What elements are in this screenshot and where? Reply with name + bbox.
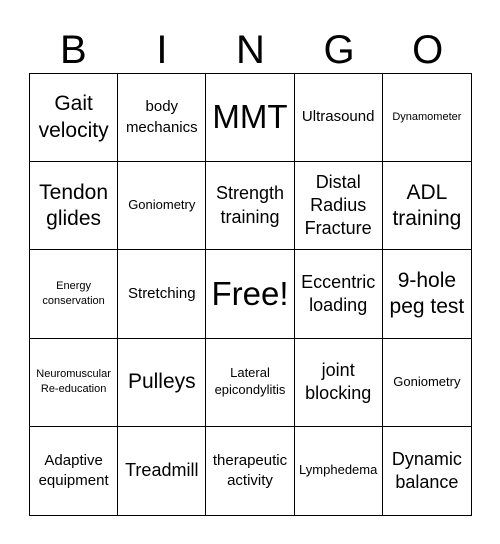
cell-text: MMT [212, 98, 288, 136]
cell-text: Tendon glides [39, 180, 109, 230]
bingo-cell-free[interactable] [206, 250, 294, 338]
header-letter-n: N [236, 28, 265, 72]
bingo-cell-r3c4[interactable] [295, 250, 383, 338]
cell-text: Gait velocity [38, 92, 109, 142]
bingo-cell-r1c1[interactable] [30, 74, 118, 162]
cell-text: Ultrasound [301, 108, 375, 126]
cell-text: Goniometry [128, 197, 196, 213]
bingo-header [29, 26, 472, 74]
bingo-cell-r4c3[interactable] [206, 339, 294, 427]
cell-text: ADL training [392, 180, 462, 230]
cell-text: 9-hole peg test [389, 268, 465, 318]
header-letter-g: G [323, 28, 355, 72]
cell-text: Dynamic balance [391, 448, 462, 492]
cell-text: Dynamometer [392, 111, 462, 124]
bingo-cell-r1c5[interactable] [383, 74, 471, 162]
header-letter-b: B [59, 28, 87, 72]
cell-text: Free! [211, 274, 289, 312]
bingo-cell-r5c4[interactable] [295, 427, 383, 515]
bingo-cell-r4c1[interactable] [30, 339, 118, 427]
cell-text: joint blocking [305, 359, 372, 404]
bingo-cell-r1c4[interactable] [295, 74, 383, 162]
bingo-cell-r5c3[interactable] [206, 427, 294, 515]
cell-text: Adaptive equipment [38, 451, 109, 489]
cell-text: Pulleys [127, 370, 196, 394]
cell-text: Lymphedema [299, 462, 378, 478]
header-letter-i: I [156, 28, 168, 72]
bingo-cell-r3c5[interactable] [383, 250, 471, 338]
cell-text: body mechanics [125, 98, 198, 136]
bingo-cell-r2c1[interactable] [30, 162, 118, 250]
cell-text: Distal Radius Fracture [304, 171, 372, 239]
cell-text: Eccentric loading [301, 271, 376, 315]
cell-text: Energy conservation [42, 280, 105, 307]
bingo-board [29, 73, 472, 516]
cell-text: Lateral epicondylitis [214, 365, 286, 398]
cell-text: Strength training [215, 183, 285, 227]
bingo-cell-r4c2[interactable] [118, 339, 206, 427]
header-letter-o: O [412, 28, 444, 72]
bingo-cell-r1c3[interactable] [206, 74, 294, 162]
bingo-cell-r4c4[interactable] [295, 339, 383, 427]
bingo-cell-r3c2[interactable] [118, 250, 206, 338]
bingo-cell-r1c2[interactable] [118, 74, 206, 162]
bingo-cell-r2c3[interactable] [206, 162, 294, 250]
cell-text: Stretching [128, 284, 196, 302]
bingo-cell-r4c5[interactable] [383, 339, 471, 427]
cell-text: Goniometry [393, 373, 461, 389]
bingo-cell-r2c5[interactable] [383, 162, 471, 250]
bingo-cell-r5c1[interactable] [30, 427, 118, 515]
cell-text: therapeutic activity [212, 451, 288, 489]
bingo-cell-r2c4[interactable] [295, 162, 383, 250]
bingo-cell-r3c1[interactable] [30, 250, 118, 338]
bingo-cell-r5c2[interactable] [118, 427, 206, 515]
bingo-cell-r2c2[interactable] [118, 162, 206, 250]
cell-text: Neuromuscular Re-education [36, 368, 111, 396]
cell-text: Treadmill [125, 460, 199, 481]
bingo-cell-r5c5[interactable] [383, 427, 471, 515]
